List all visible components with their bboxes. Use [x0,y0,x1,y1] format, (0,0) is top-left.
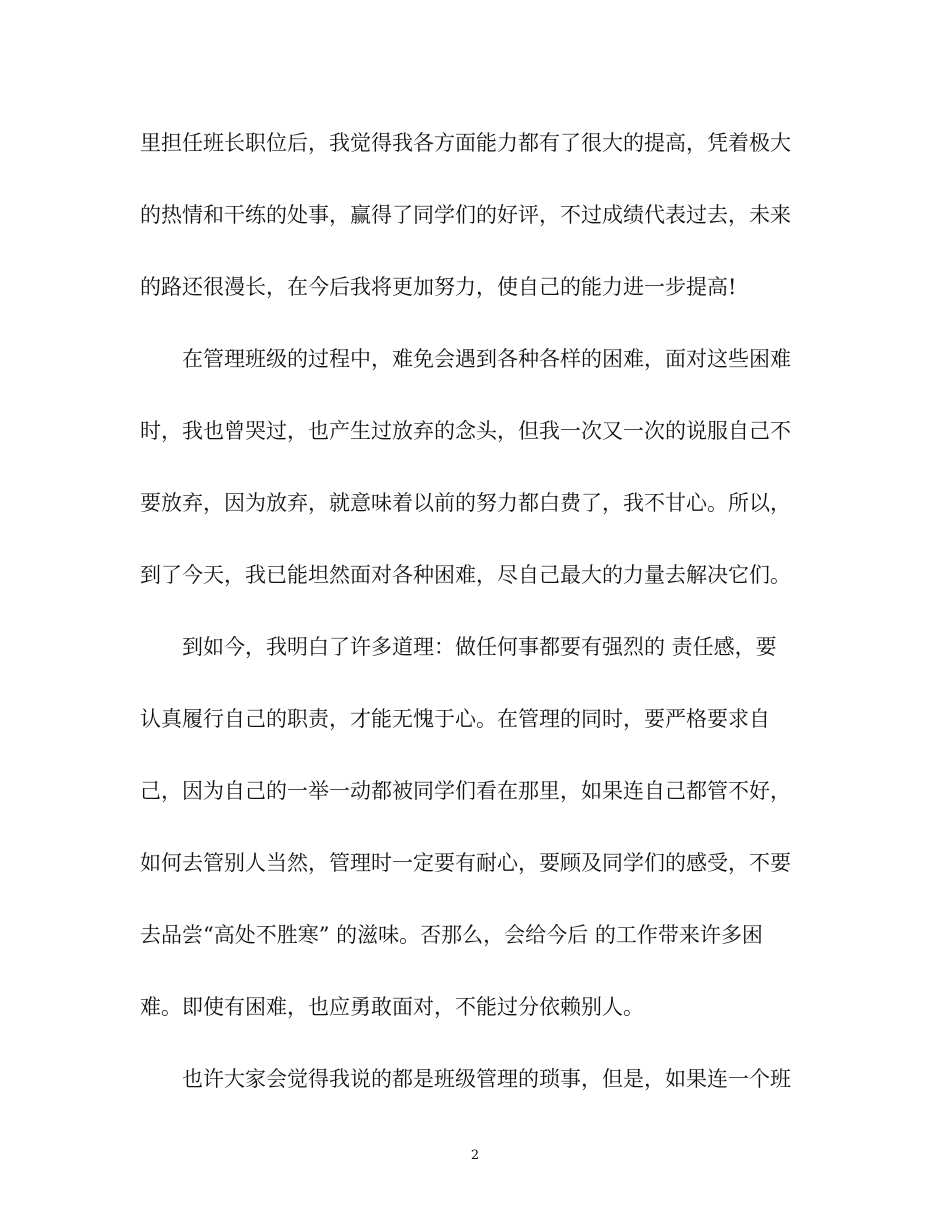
text-line: 己，因为自己的一举一动都被同学们看在那里，如果连自己都管不好， [140,779,791,803]
page-number: 2 [470,1148,480,1163]
paragraph-first-line: 在管理班级的过程中，难免会遇到各种各样的困难，面对这些困难 [182,347,791,371]
paragraph-first-line: 也许大家会觉得我说的都是班级管理的琐事，但是，如果连一个班 [182,1067,791,1091]
text-line: 难。即使有困难，也应勇敢面对，不能过分依赖别人。 [140,995,644,1019]
text-line: 如何去管别人当然，管理时一定要有耐心，要顾及同学们的感受，不要 [140,851,791,875]
text-line: 到了今天，我已能坦然面对各种困难，尽自己最大的力量去解决它们。 [140,563,791,587]
text-line: 的热情和干练的处事，赢得了同学们的好评，不过成绩代表过去，未来 [140,203,791,227]
text-line: 要放弃，因为放弃，就意味着以前的努力都白费了，我不甘心。所以， [140,491,791,515]
text-line: 认真履行自己的职责，才能无愧于心。在管理的同时，要严格要求自 [140,707,770,731]
text-line: 的路还很漫长，在今后我将更加努力，使自己的能力进一步提高! [140,275,737,299]
text-line: 去品尝“高处不胜寒” 的滋味。否那么，会给今后 的工作带来许多困 [140,923,763,947]
text-line: 时，我也曾哭过，也产生过放弃的念头，但我一次又一次的说服自己不 [140,419,791,443]
text-line: 里担任班长职位后，我觉得我各方面能力都有了很大的提高，凭着极大 [140,131,791,155]
paragraph-first-line: 到如今，我明白了许多道理：做任何事都要有强烈的 责任感，要 [182,635,777,659]
